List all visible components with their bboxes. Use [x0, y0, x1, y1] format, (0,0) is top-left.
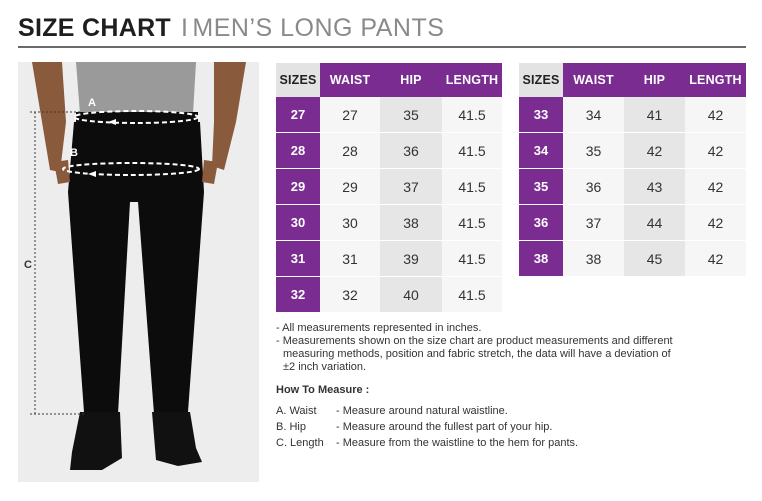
table-row: [276, 277, 502, 313]
table-row: [276, 205, 502, 241]
length-cell: 41.5: [442, 97, 502, 133]
size-cell: 36: [519, 205, 563, 241]
length-cell: 41.5: [442, 169, 502, 205]
table-row: [519, 133, 746, 169]
page-subtitle: MEN’S LONG PANTS: [192, 14, 445, 42]
label-b: B: [70, 147, 78, 159]
waist-cell: 28: [320, 133, 380, 169]
header-waist: WAIST: [563, 63, 624, 97]
hip-cell: 36: [380, 133, 442, 169]
header-sizes: SIZES: [519, 63, 563, 97]
header-hip: HIP: [380, 63, 442, 97]
note-line: ±2 inch variation.: [283, 361, 367, 373]
waist-cell: 29: [320, 169, 380, 205]
length-cell: 42: [685, 241, 746, 277]
length-cell: 42: [685, 133, 746, 169]
length-cell: 42: [685, 205, 746, 241]
hip-cell: 39: [380, 241, 442, 277]
note-line: measuring methods, position and fabric stretch, the data will have a deviation of: [283, 348, 671, 360]
notes-section: [276, 322, 746, 374]
label-c: C: [24, 259, 32, 271]
length-cell: 41.5: [442, 241, 502, 277]
size-table-right: [519, 63, 746, 277]
hip-cell: 38: [380, 205, 442, 241]
how-to-text: - Measure from the waistline to the hem for pants.: [336, 437, 579, 449]
header-length: LENGTH: [685, 63, 746, 97]
how-to-measure-section: [276, 384, 746, 451]
note-line: - Measurements shown on the size chart are product measurements and different: [276, 335, 673, 347]
how-to-label: B. Hip: [276, 421, 306, 433]
label-a: A: [88, 97, 96, 109]
size-cell: 38: [519, 241, 563, 277]
waist-cell: 30: [320, 205, 380, 241]
waist-cell: 32: [320, 277, 380, 313]
waist-cell: 38: [563, 241, 624, 277]
size-cell: 30: [276, 205, 320, 241]
how-to-measure-title: How To Measure :: [276, 384, 370, 396]
pants-figure-illustration: [18, 62, 259, 482]
size-cell: 29: [276, 169, 320, 205]
waist-cell: 35: [563, 133, 624, 169]
length-cell: 41.5: [442, 277, 502, 313]
size-cell: 34: [519, 133, 563, 169]
how-to-text: - Measure around natural waistline.: [336, 405, 508, 417]
left-shoe-shape: [70, 412, 122, 470]
length-cell: 41.5: [442, 133, 502, 169]
how-to-label: A. Waist: [276, 405, 317, 417]
table-row: [276, 169, 502, 205]
size-cell: 35: [519, 169, 563, 205]
table-row: [276, 97, 502, 133]
note-line: - All measurements represented in inches.: [276, 322, 482, 334]
right-arm-shape: [212, 62, 246, 170]
table-header-row: [519, 63, 746, 97]
size-cell: 32: [276, 277, 320, 313]
table-row: [276, 133, 502, 169]
table-row: [519, 241, 746, 277]
size-cell: 33: [519, 97, 563, 133]
header-hip: HIP: [624, 63, 685, 97]
hip-cell: 41: [624, 97, 685, 133]
page-header: [18, 14, 746, 48]
table-row: [276, 241, 502, 277]
how-to-item-waist: [276, 403, 746, 419]
header-sizes: SIZES: [276, 63, 320, 97]
size-cell: 28: [276, 133, 320, 169]
model-photo: [18, 62, 259, 482]
table-row: [519, 169, 746, 205]
waist-cell: 31: [320, 241, 380, 277]
hip-cell: 42: [624, 133, 685, 169]
waist-cell: 37: [563, 205, 624, 241]
right-hand-shape: [202, 160, 218, 184]
waist-cell: 34: [563, 97, 624, 133]
title-separator: I: [181, 14, 188, 42]
how-to-label: C. Length: [276, 437, 324, 449]
size-cell: 27: [276, 97, 320, 133]
hip-cell: 35: [380, 97, 442, 133]
length-cell: 42: [685, 97, 746, 133]
size-table-left: [276, 63, 502, 313]
waist-cell: 27: [320, 97, 380, 133]
hip-cell: 45: [624, 241, 685, 277]
hip-cell: 44: [624, 205, 685, 241]
table-row: [519, 205, 746, 241]
waist-cell: 36: [563, 169, 624, 205]
header-waist: WAIST: [320, 63, 380, 97]
hip-cell: 37: [380, 169, 442, 205]
right-shoe-shape: [152, 412, 202, 466]
table-row: [519, 97, 746, 133]
size-cell: 31: [276, 241, 320, 277]
how-to-text: - Measure around the fullest part of your hip.: [336, 421, 553, 433]
how-to-item-length: [276, 435, 746, 451]
left-arm-shape: [32, 62, 66, 172]
table-header-row: [276, 63, 502, 97]
how-to-item-hip: [276, 419, 746, 435]
page-title: SIZE CHART: [18, 14, 171, 42]
length-cell: 41.5: [442, 205, 502, 241]
header-length: LENGTH: [442, 63, 502, 97]
hip-cell: 43: [624, 169, 685, 205]
length-cell: 42: [685, 169, 746, 205]
hip-cell: 40: [380, 277, 442, 313]
